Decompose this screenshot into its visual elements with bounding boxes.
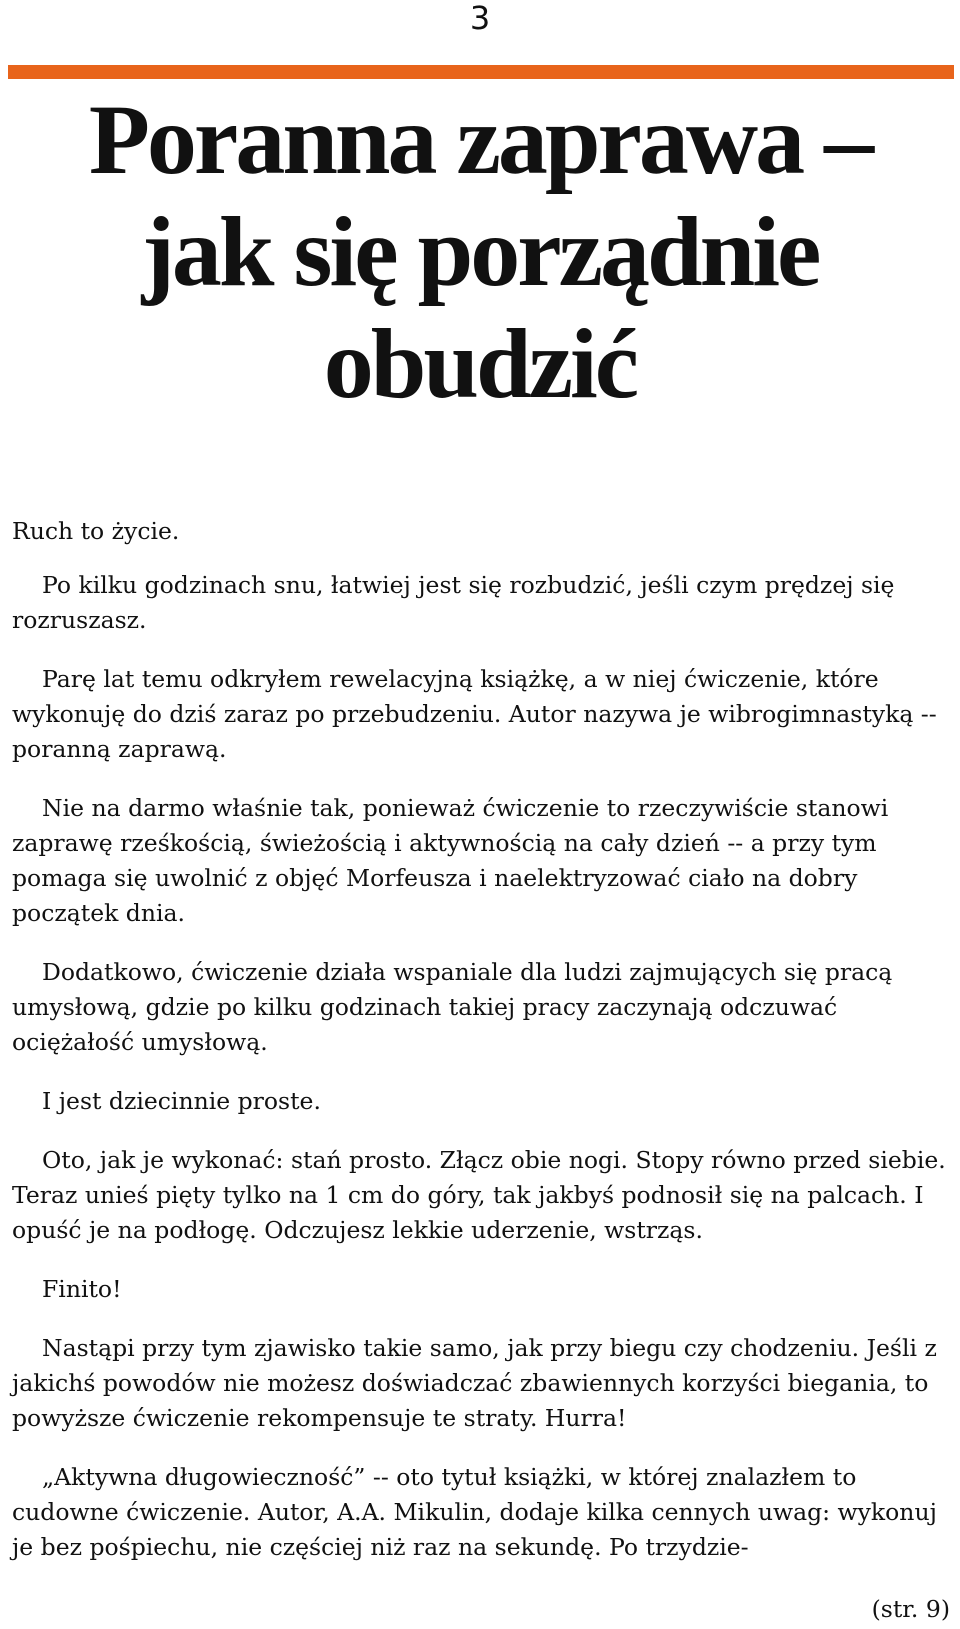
paragraph: Ruch to życie.	[12, 517, 180, 545]
header-rule	[8, 65, 954, 79]
paragraph: Dodatkowo, ćwiczenie działa wspaniale dla ludzi zajmujących się pracą umysłową, gdzie po kilku godzinach takiej pracy zaczynają odczuwać ociężałość umysłową.	[12, 958, 893, 1056]
title-line: Poranna zaprawa –	[88, 84, 872, 195]
paragraph: Nie na darmo właśnie tak, ponieważ ćwiczenie to rzeczywiście stanowi zaprawę rześkością, świeżością i aktywnością na cały dzień -- a przy tym pomaga się uwolnić z objęć Morfeusza i naelektryzować ciało na dobry początek dnia.	[12, 794, 889, 927]
paragraph: Po kilku godzinach snu, łatwiej jest się rozbudzić, jeśli czym prędzej się rozruszasz.	[12, 571, 895, 634]
paragraph: I jest dziecinnie proste.	[42, 1087, 321, 1115]
article-body	[12, 514, 948, 1589]
page-reference: (str. 9)	[871, 1595, 950, 1623]
chapter-title	[40, 84, 920, 420]
paragraph: Nastąpi przy tym zjawisko takie samo, jak przy biegu czy chodzeniu. Jeśli z jakichś powodów nie możesz doświadczać zbawiennych korzyści biegania, to powyższe ćwiczenie rekompensuje te straty. Hurra!	[12, 1334, 937, 1432]
page-number: 3	[469, 0, 491, 37]
paragraph: Oto, jak je wykonać: stań prosto. Złącz obie nogi. Stopy równo przed siebie. Teraz unieś pięty tylko na 1 cm do góry, tak jakbyś podnosił się na palcach. I opuść je na podłogę. Odczujesz lekkie uderzenie, wstrząs.	[12, 1146, 946, 1244]
paragraph: Parę lat temu odkryłem rewelacyjną książkę, a w niej ćwiczenie, które wykonuję do dziś zaraz po przebudzeniu. Autor nazywa je wibrogimnastyką -- poranną zaprawą.	[12, 665, 937, 763]
title-line: jak się porządnie	[141, 196, 819, 307]
title-line: obudzić	[323, 308, 637, 419]
paragraph: „Aktywna długowieczność” -- oto tytuł książki, w której znalazłem to cudowne ćwiczenie. Autor, A.A. Mikulin, dodaje kilka cennych uwag: wykonuj je bez pośpiechu, nie częściej niż raz na sekundę. Po trzydzie-	[12, 1463, 937, 1561]
paragraph: Finito!	[42, 1275, 122, 1303]
